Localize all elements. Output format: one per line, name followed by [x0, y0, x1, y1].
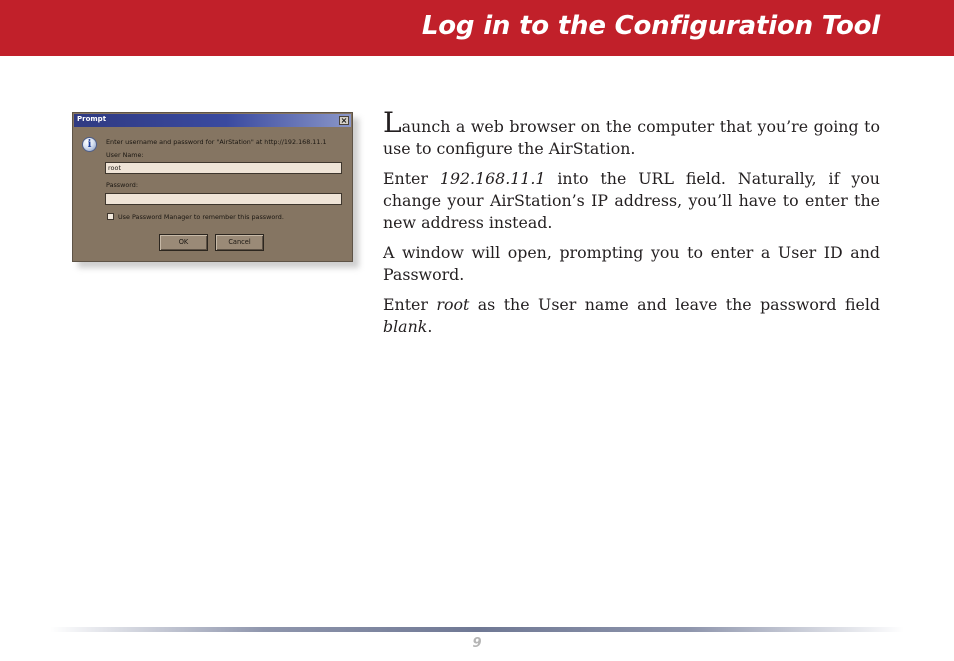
paragraph-launch-browser	[383, 106, 880, 160]
text-segment: into the URL field. Naturally, if you change your AirStation’s IP address, you’ll have to enter the new address instead.	[383, 169, 880, 232]
username-input[interactable]: root	[105, 162, 342, 174]
close-icon[interactable]: ×	[340, 116, 348, 125]
ip-address: 192.168.11.1	[439, 169, 546, 188]
username-root: root	[436, 295, 470, 314]
username-label: User Name:	[106, 151, 144, 159]
header-bar	[0, 0, 954, 56]
text-segment: Enter	[383, 295, 437, 314]
ok-button[interactable]: OK	[159, 234, 208, 251]
text-segment: Enter	[383, 169, 440, 188]
password-blank: blank	[383, 317, 428, 336]
cancel-button[interactable]: Cancel	[215, 234, 264, 251]
dialog-message: Enter username and password for "AirStation" at http://192.168.11.1	[106, 138, 327, 146]
paragraph-launch-text: aunch a web browser on the computer that you’re going to use to configure the AirStation.	[383, 117, 880, 158]
password-label: Password:	[106, 181, 139, 189]
paragraph-enter-root	[383, 294, 880, 338]
dialog-titlebar	[74, 114, 351, 127]
remember-password-checkbox[interactable]	[107, 213, 114, 220]
instructions	[383, 106, 880, 346]
text-segment: .	[427, 317, 433, 336]
page-number: 9	[472, 636, 482, 651]
dropcap: L	[383, 106, 402, 139]
page-title: Log in to the Configuration Tool	[421, 11, 880, 41]
prompt-dialog	[72, 112, 353, 262]
password-input[interactable]	[105, 193, 342, 205]
paragraph-enter-ip	[383, 168, 880, 234]
info-icon: i	[82, 137, 97, 152]
remember-password-label: Use Password Manager to remember this password.	[118, 212, 284, 221]
text-segment: as the User name and leave the password field	[469, 295, 880, 314]
paragraph-window-open: A window will open, prompting you to enter a User ID and Password.	[383, 243, 880, 284]
footer-rule	[50, 627, 904, 632]
dialog-title: Prompt	[77, 115, 107, 123]
